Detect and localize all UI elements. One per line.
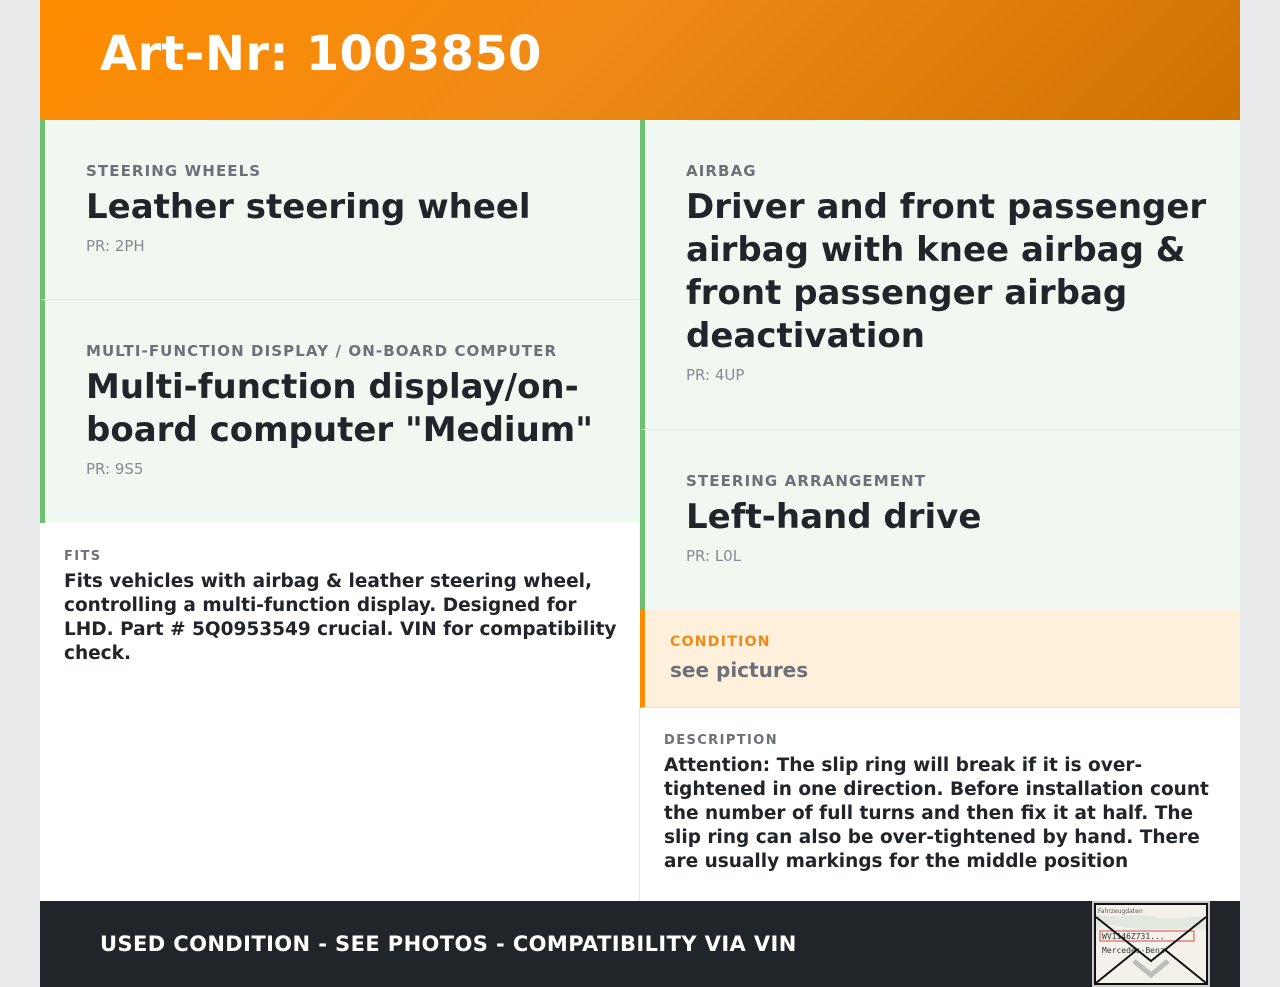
feature-card-airbag [640,120,1240,430]
condition-value: see pictures [670,658,809,682]
fits-label: FITS [64,549,102,564]
document-photo-icon [1094,903,1208,985]
feature-title: Multi-function display/on-board computer "Medium" [86,367,593,450]
document-photo-thumbnail[interactable] [1092,901,1210,987]
feature-pr-code: PR: 9S5 [86,460,144,478]
thumb-line-1: Fahrzeugdaten [1098,908,1143,915]
product-card [40,0,1240,987]
feature-pr-code: PR: 4UP [686,366,745,384]
description-section [640,733,1240,874]
feature-label: STEERING WHEELS [86,162,262,180]
feature-label: MULTI-FUNCTION DISPLAY / ON-BOARD COMPUTER [86,342,558,360]
feature-card-steering-arrangement [640,429,1240,610]
feature-label: STEERING ARRANGEMENT [686,472,927,490]
thumb-line-2: WV1146Z731... [1102,932,1165,941]
article-number-title: Art-Nr: 1003850 [100,26,542,82]
condition-box [640,610,1240,708]
footer-text: USED CONDITION - SEE PHOTOS - COMPATIBILITY VIA VIN [100,932,797,956]
feature-pr-code: PR: 2PH [86,237,145,255]
feature-title: Left-hand drive [686,497,982,537]
feature-label: AIRBAG [686,162,757,180]
description-label: DESCRIPTION [664,733,778,748]
fits-text: Fits vehicles with airbag & leather steering wheel, controlling a multi-function display. Designed for LHD. Part # 5Q0953549 crucial. VIN for compatibility check. [64,571,617,664]
fits-section [40,549,640,666]
feature-card-multi-function-display [40,299,640,523]
feature-card-steering-wheels [40,120,640,300]
thumb-line-3: Mercedes-Benz [1102,946,1165,955]
feature-title: Driver and front passenger airbag with knee airbag & front passenger airbag deactivation [686,187,1207,356]
condition-label: CONDITION [670,634,771,650]
feature-title: Leather steering wheel [86,187,531,227]
description-text: Attention: The slip ring will break if it is over-tightened in one direction. Before installation count the number of full turns and then fix it at half. The slip ring can also be over-tightened by hand. There are usually markings for the middle position [664,755,1209,872]
feature-pr-code: PR: L0L [686,547,742,565]
header-bar [40,0,1240,120]
footer-bar [40,901,1240,987]
